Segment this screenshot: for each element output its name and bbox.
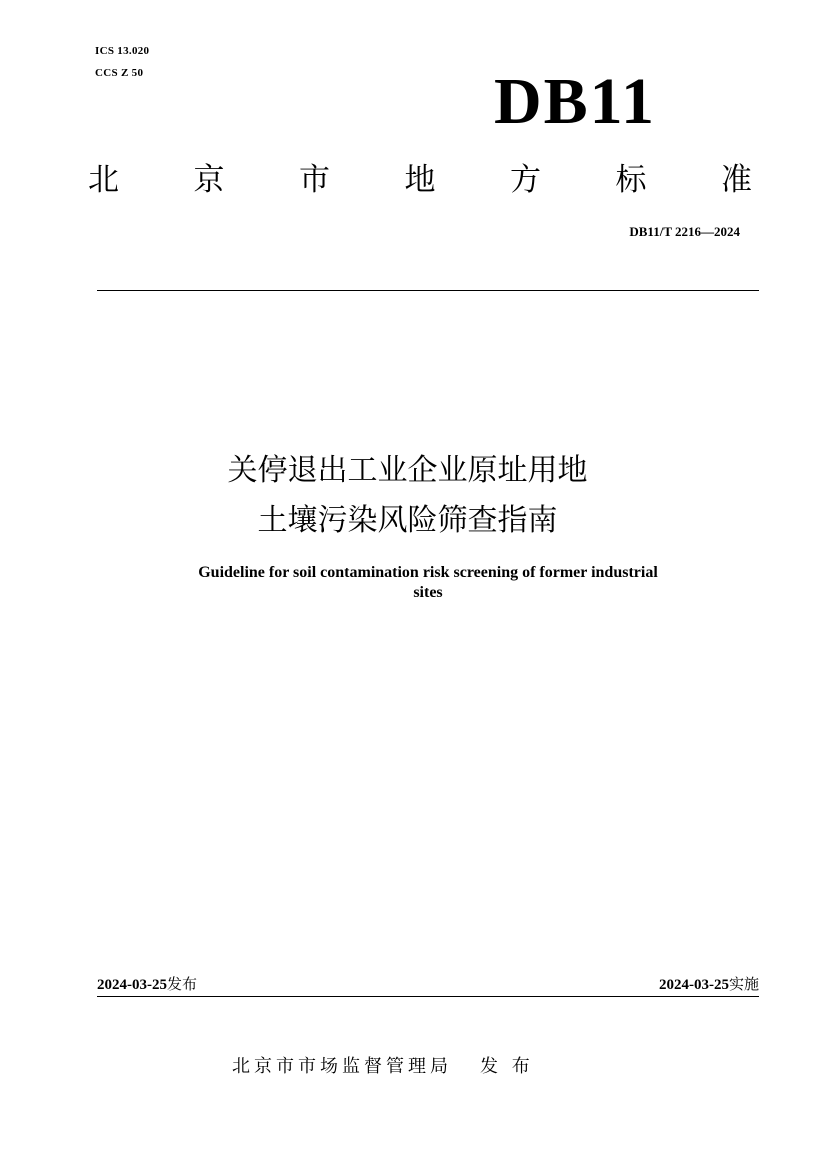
chinese-title	[0, 446, 815, 546]
standard-type-char: 京	[193, 162, 225, 198]
issuer-name: 北京市市场监督管理局	[232, 1056, 452, 1077]
issuer-action: 发 布	[480, 1056, 534, 1077]
standard-type-char: 市	[299, 162, 330, 198]
chinese-title-line-1: 关停退出工业企业原址用地	[227, 453, 588, 488]
footer-divider	[97, 996, 759, 997]
standard-type-char: 地	[404, 162, 436, 198]
publish-label: 发布	[167, 975, 198, 993]
publish-date: 2024-03-25	[97, 977, 167, 993]
standard-type-char: 方	[510, 162, 541, 198]
implement-date-block	[659, 974, 759, 995]
ics-code: ICS 13.020	[95, 45, 150, 57]
standard-number: DB11/T 2216—2024	[629, 224, 740, 239]
header-divider	[97, 290, 759, 291]
publish-date-block	[97, 974, 197, 995]
chinese-title-line-2: 土壤污染风险筛查指南	[257, 503, 558, 538]
implement-label: 实施	[728, 975, 759, 993]
standard-type-char: 北	[88, 162, 119, 198]
english-title	[95, 563, 761, 603]
implement-date: 2024-03-25	[658, 977, 729, 993]
db-code: DB11	[494, 65, 657, 138]
ccs-code: CCS Z 50	[95, 67, 144, 79]
standard-type-char: 准	[721, 162, 752, 198]
english-title-line-1: Guideline for soil contamination risk screening of former industrial	[198, 564, 658, 581]
english-title-line-2: sites	[413, 584, 443, 601]
issuer-line	[232, 1054, 534, 1080]
standard-type-title	[88, 158, 752, 202]
classification-codes	[95, 40, 149, 84]
standard-type-char: 标	[615, 162, 647, 198]
